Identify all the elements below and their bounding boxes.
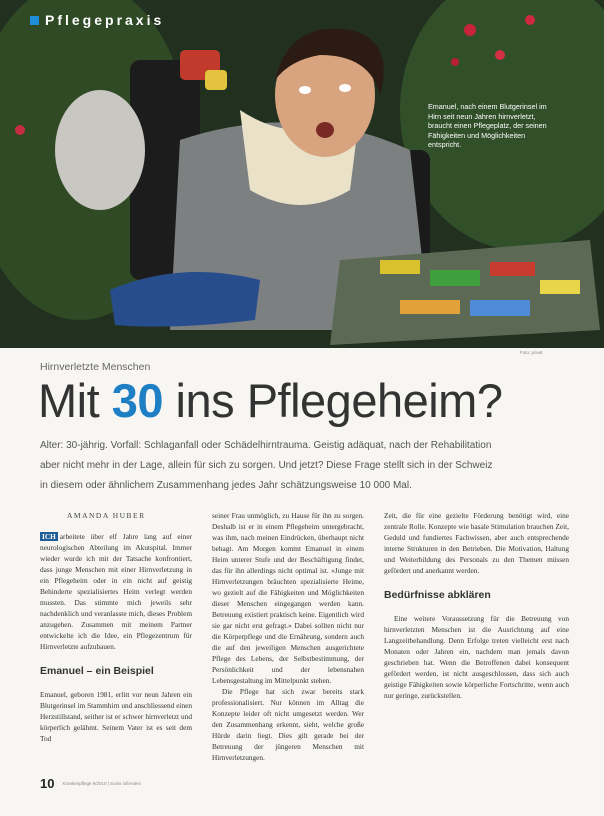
paragraph: Emanuel, geboren 1981, erlitt vor neun Jahren ein Blutgerinsel im Stammhirn und anschliessend einen Herzstillstand, seither ist er schwer hirnverletzt und körperlich gelähmt. Seinem Vater ist es seit dem Tod bbox=[40, 690, 192, 743]
subheading: Emanuel – ein Beispiel bbox=[40, 665, 154, 677]
page-number: 10 bbox=[40, 776, 55, 791]
paragraph: Zeit, die für eine gezielte Förderung benötigt wird, eine zentrale Rolle. Konzepte wie basale Stimulation brauchen Zeit, Geduld und fundiertes Fachwissen, aber auch entsprechende interne Strukturen in den Betrieben. Die Motivation, Haltung und Weiterbildung des Personals zu den Themen müssen gefördert und anerkannt werden. bbox=[384, 511, 569, 575]
section-tag-label: Pflegepraxis bbox=[45, 12, 165, 28]
section-tag bbox=[30, 12, 164, 28]
paragraph: Eine weitere Voraussetzung für die Betreuung von hirnverletzten Menschen ist die Ausrichtung auf eine Langzeitbehandlung. Denn Erfolge treten vielleicht erst nach Monaten oder Jahren ein, nachdem man jemals davon geschrieben hat. Wenn die Betroffenen dabei konsequent gefördert werden, ist nicht ausgeschlossen, dass sich auch geistige Fähigkeiten sowie körperliche Fortschritte, wenn auch nur geringe, zurückstellen. bbox=[384, 614, 569, 700]
article-title bbox=[38, 373, 502, 428]
dropcap: ICH bbox=[42, 532, 56, 541]
author: AMANDA HUBER bbox=[67, 511, 146, 520]
photo-credit: Foto: privat bbox=[520, 350, 543, 355]
paragraph-text: arbeitete über elf Jahre lang auf einer neurologischen Abteilung im Akutspital. Immer wieder wurde ich mit der Tatsache konfrontiert, dass junge Menschen mit einer Hirnverletzung in ein Pflegeheim oder in ein nicht auf geistig Behinderte spezialisiertes Heim verlegt werden mussten. Das stimmte mich jeweils sehr nachdenklich und veranlasste mich, dieses Problem anzugehen. Zusammen mit meinem Partner entwickelte ich die Idee, ein Pflegezentrum für Hirnverletzte aufzubauen. bbox=[40, 532, 192, 651]
title-post: ins Pflegeheim? bbox=[163, 374, 503, 427]
lead-line: Alter: 30-jährig. Vorfall: Schlaganfall oder Schädelhirntrauma. Geistig adäquat, nach der Rehabilitation bbox=[40, 440, 492, 451]
kicker: Hirnverletzte Menschen bbox=[40, 361, 151, 373]
column-2 bbox=[212, 510, 364, 763]
paragraph: Die Pflege hat sich zwar bereits stark professionalisiert. Nur können im Alltag die Konzepte leider oft nicht umgesetzt werden. Wer den Zusammenhang erkennt, sieht, welche große Hürde darin liegt. Dies gilt gerade bei der Betreuung der jüngeren Menschen mit Hirnverletzungen. bbox=[212, 687, 364, 762]
lead-line: aber nicht mehr in der Lage, allein für sich zu sorgen. Und jetzt? Diese Frage stellt sich in der Schweiz bbox=[40, 460, 493, 471]
page-footer bbox=[40, 776, 141, 791]
column-1 bbox=[40, 510, 192, 744]
photo-illustration bbox=[0, 0, 604, 348]
column-3 bbox=[384, 510, 569, 701]
section-square-icon bbox=[30, 16, 39, 25]
journal-name: Krankenpflege 9/2010 | Soins infirmiers bbox=[62, 780, 141, 786]
title-pre: Mit bbox=[38, 374, 112, 427]
subheading: Bedürfnisse abklären bbox=[384, 589, 491, 601]
paragraph bbox=[40, 531, 192, 652]
photo-caption: Emanuel, nach einem Blutgerinsel im Hirn seit neun Jahren hirnverletzt, braucht einen Pflegeplatz, der seinen Fähigkeiten und Möglichkeiten entspricht. bbox=[428, 102, 547, 150]
lead-line: in diesem oder ähnlichem Zusammenhang jedes Jahr schätzungsweise 10 000 Mal. bbox=[40, 480, 412, 491]
paragraph: seiner Frau unmöglich, zu Hause für ihn zu sorgen. Deshalb ist er in einem Pflegeheim untergebracht, was ihm, nach meinen Eindrücken, überhaupt nicht behagt. Am Morgen kommt Emanuel in einem Heim unterer Stufe und der Beschäftigung findet, das für ihn allerdings nicht optimal ist. «Junge mit Hirnverletzungen bräuchten spezialisierte Heime, wo gezielt auf die Fähigkeiten und Möglichkeiten dieser Menschen eingegangen werden kann. Betreuung existiert praktisch keine. Eigentlich wird sie gar nicht erst gefragt.» Dabei sollten nicht nur die Körperpflege und die Ernährung, sondern auch die auf den jeweiligen Menschen ausgerichtete Pflege des Lebens, der Selbstbestimmung, der Persönlichkeit und der lebensnahen Lebensgestaltung im Mittelpunkt stehen. bbox=[212, 511, 364, 685]
lead-paragraph bbox=[40, 436, 576, 496]
hero-photo bbox=[0, 0, 604, 348]
title-number: 30 bbox=[111, 374, 163, 427]
